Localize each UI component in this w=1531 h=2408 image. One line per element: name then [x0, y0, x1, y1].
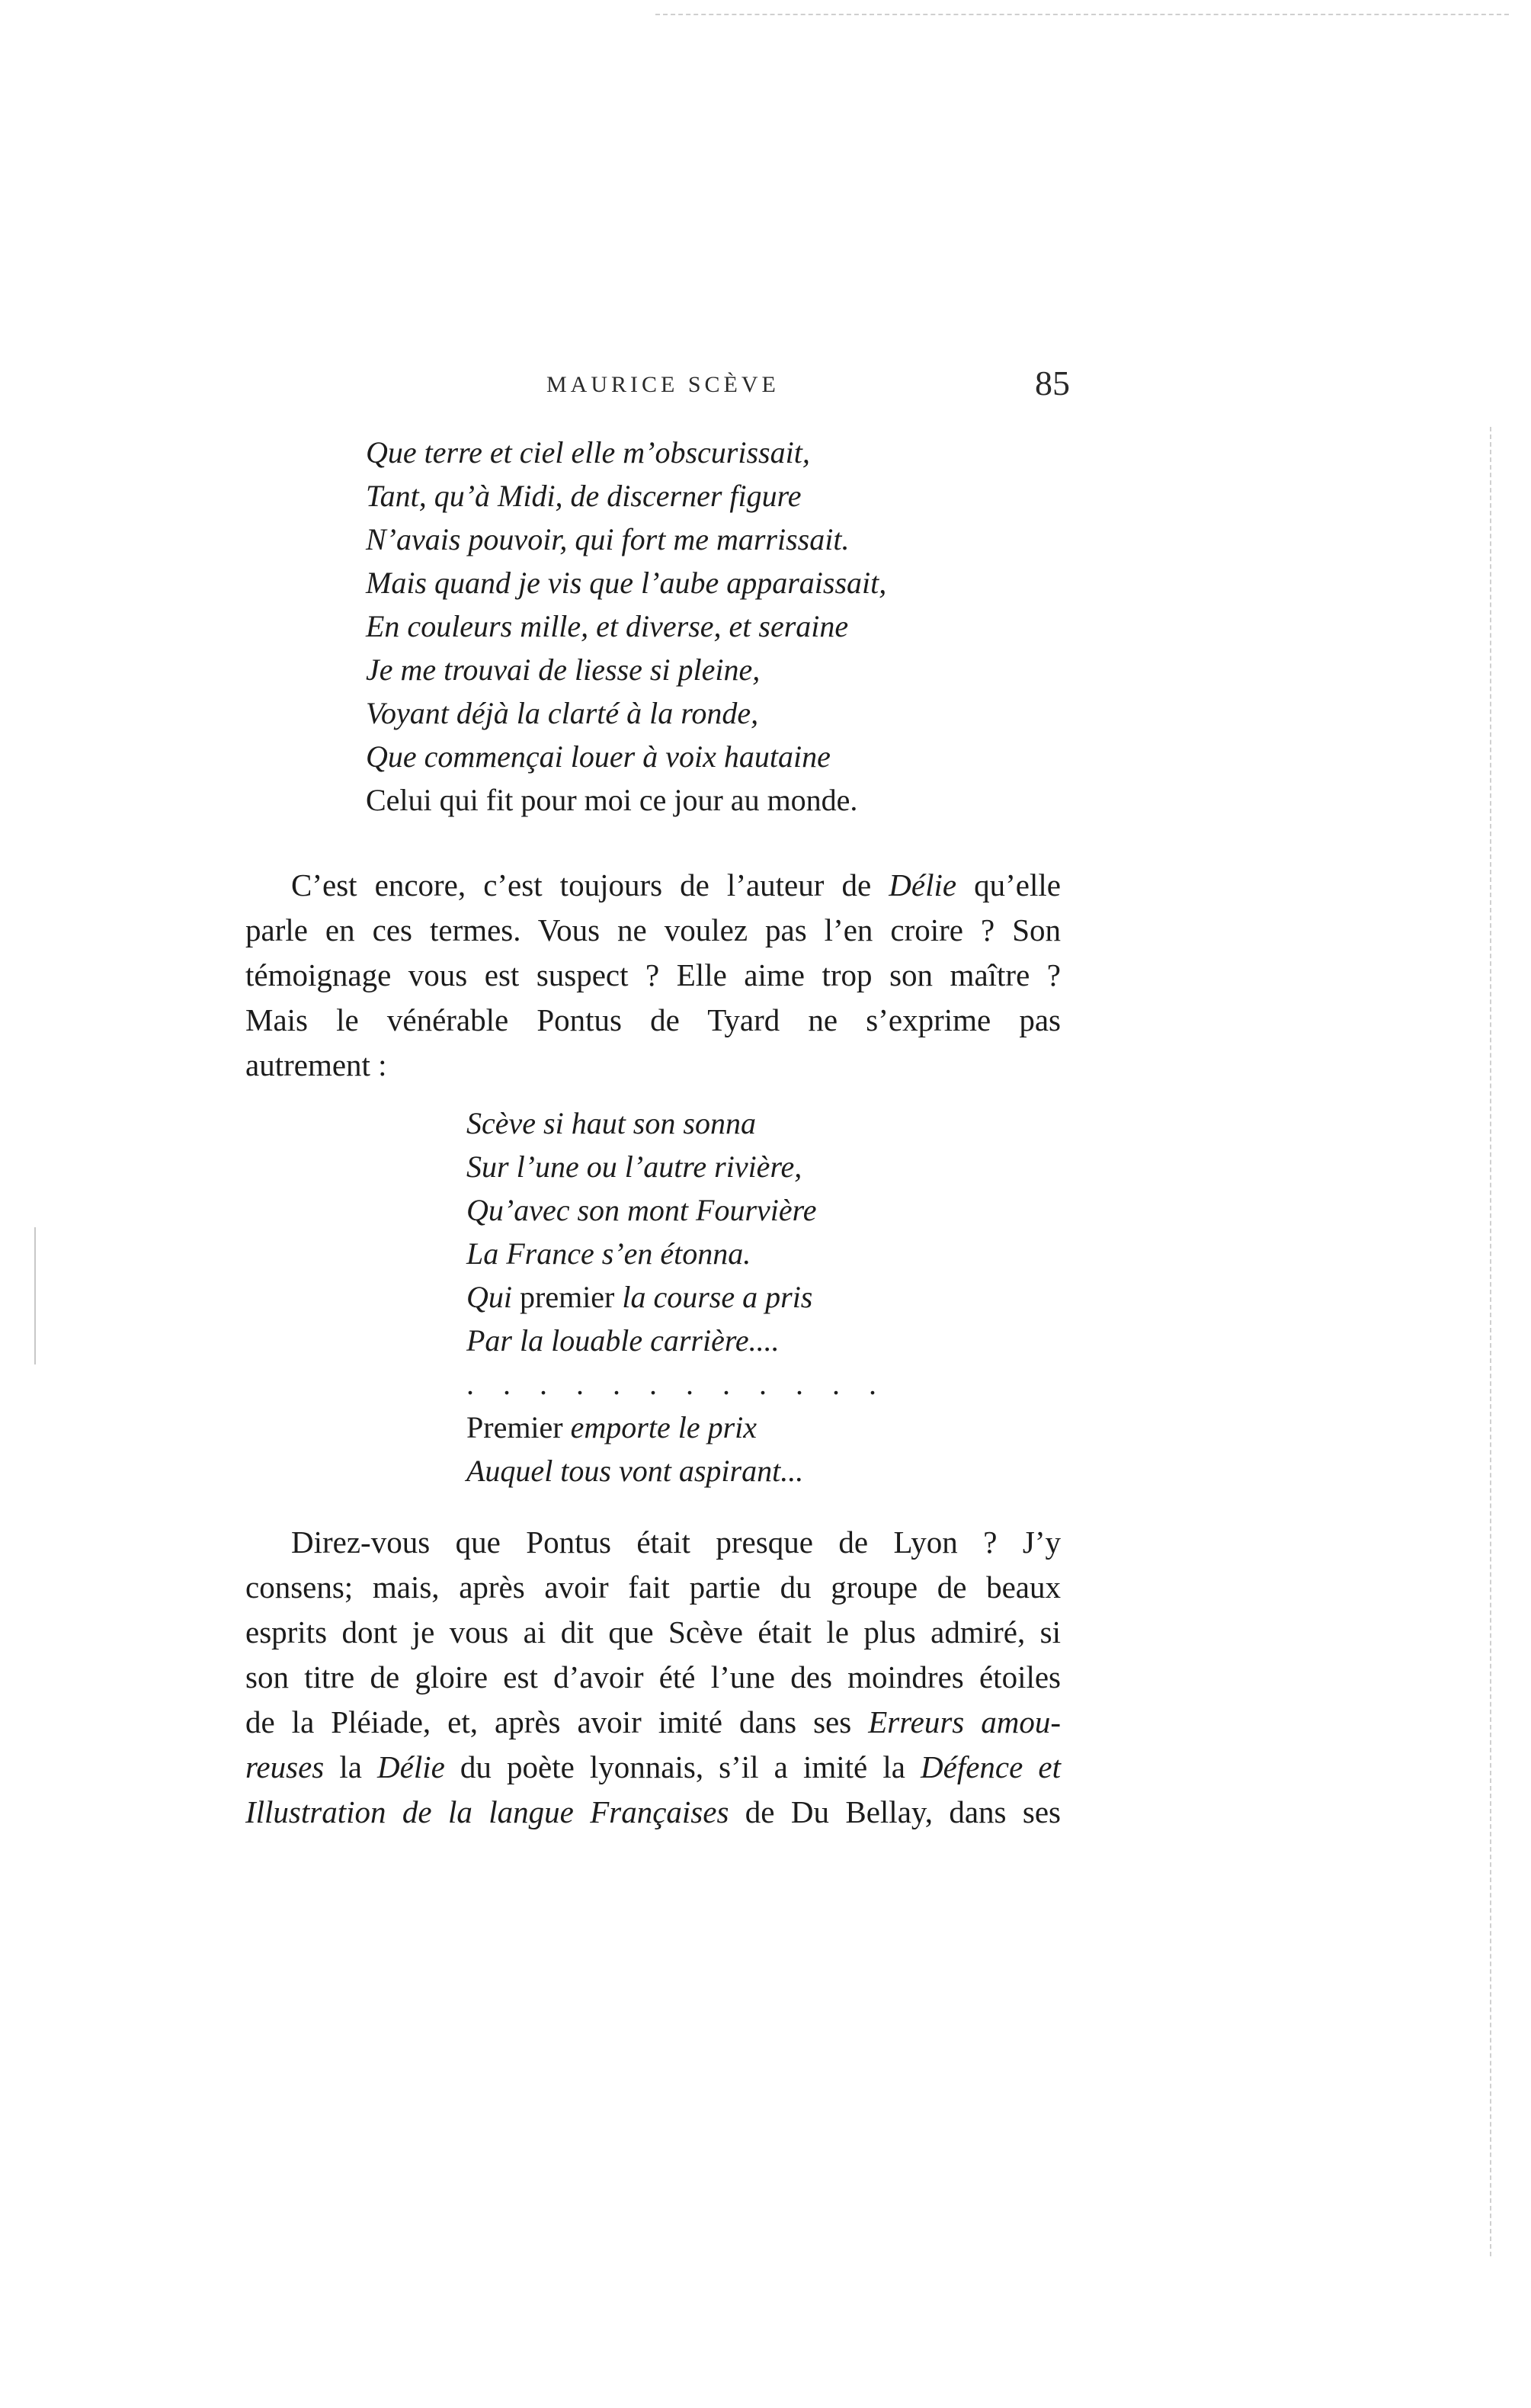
prose-line: parle en ces termes. Vous ne voulez pas l’en croire ? Son [245, 912, 1061, 947]
prose-line: C’est encore, c’est toujours de l’auteur de Délie qu’elle [291, 867, 1061, 903]
page-number: 85 [1035, 364, 1070, 402]
running-title: MAURICE SCÈVE [546, 372, 780, 397]
prose-line: Mais le vénérable Pontus de Tyard ne s’exprime pas [245, 1002, 1061, 1037]
verse-line: Qui premier la course a pris [466, 1280, 813, 1314]
prose-line: de la Pléiade, et, après avoir imité dans ses Erreurs amou- [245, 1704, 1061, 1739]
verse-line: Tant, qu’à Midi, de discerner figure [366, 479, 802, 513]
scan-artifact-left-mark [34, 1227, 37, 1364]
prose-line: témoignage vous est suspect ? Elle aime trop son maître ? [245, 957, 1061, 992]
poem-excerpt-2 [466, 1101, 887, 1493]
verse-line: La France s’en étonna. [466, 1236, 751, 1271]
scan-artifact-right-edge [1490, 427, 1494, 2256]
prose-line: Direz-vous que Pontus était presque de Lyon ? J’y [291, 1525, 1061, 1560]
verse-line: Voyant déjà la clarté à la ronde, [366, 696, 759, 730]
verse-line: Scève si haut son sonna [466, 1106, 756, 1140]
verse-line: Mais quand je vis que l’aube apparaissait, [366, 566, 887, 600]
prose-line: esprits dont je vous ai dit que Scève était le plus admiré, si [245, 1614, 1061, 1650]
verse-line: Que terre et ciel elle m’obscurissait, [366, 435, 810, 470]
prose-line: autrement : [245, 1047, 387, 1082]
verse-line: Par la louable carrière.... [466, 1323, 780, 1358]
verse-line: En couleurs mille, et diverse, et seraine [366, 609, 849, 643]
verse-line: N’avais pouvoir, qui fort me marrissait. [366, 522, 850, 556]
verse-line: Premier emporte le prix [466, 1410, 757, 1444]
verse-line: Je me trouvai de liesse si pleine, [366, 653, 761, 687]
scan-artifact-top [655, 14, 1509, 17]
ellipsis-line: . . . . . . . . . . . . [466, 1367, 887, 1401]
prose-line: Illustration de la langue Françaises de Du Bellay, dans ses [245, 1794, 1061, 1829]
verse-line: Sur l’une ou l’autre rivière, [466, 1149, 802, 1184]
prose-line: son titre de gloire est d’avoir été l’une des moindres étoiles [245, 1659, 1061, 1695]
running-head [245, 363, 1078, 409]
prose-line: consens; mais, après avoir fait partie du groupe de beaux [245, 1570, 1061, 1605]
verse-line: Auquel tous vont aspirant... [466, 1454, 804, 1488]
verse-line: Que commençai louer à voix hautaine [366, 739, 831, 774]
verse-line: Qu’avec son mont Fourvière [466, 1193, 817, 1227]
paragraph-1 [245, 863, 1061, 1088]
poem-excerpt-1 [366, 431, 886, 822]
verse-line: Celui qui fit pour moi ce jour au monde. [366, 783, 858, 817]
paragraph-2 [245, 1520, 1061, 1835]
prose-line: reuses la Délie du poète lyonnais, s’il a imité la Défence et [245, 1749, 1061, 1784]
